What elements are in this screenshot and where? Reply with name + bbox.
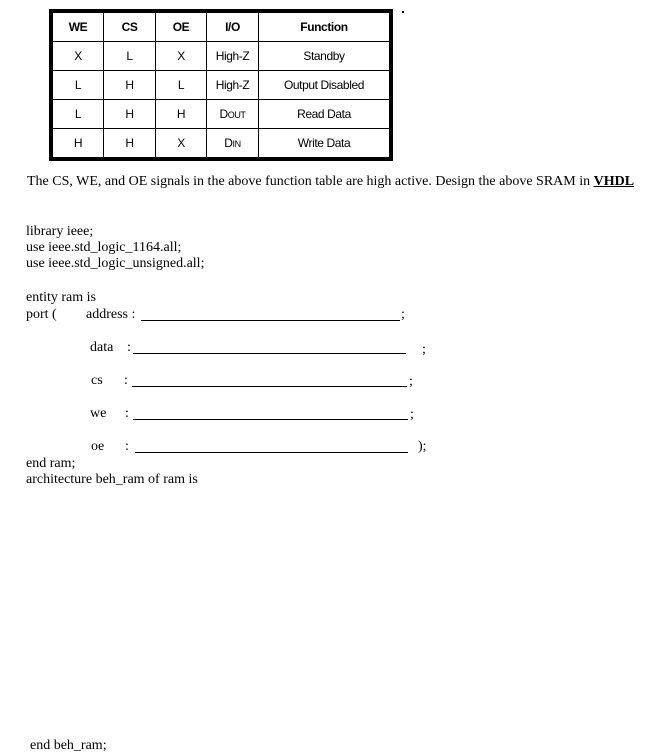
port-we-label: we: [90, 406, 107, 421]
table-row: [53, 42, 390, 71]
cell-function: Read Data: [259, 100, 390, 129]
port-address-semicolon: ;: [401, 307, 405, 322]
port-we-colon: :: [125, 406, 129, 421]
table-row: [53, 129, 390, 158]
cell-function: Write Data: [259, 129, 390, 158]
port-cs-colon: :: [124, 373, 128, 388]
port-oe-blank[interactable]: [135, 440, 408, 458]
code-port-keyword: port (: [26, 307, 57, 322]
code-end-entity: end ram;: [26, 456, 76, 471]
header-function: Function: [259, 13, 390, 42]
port-oe-label: oe: [91, 439, 105, 454]
cell-cs: H: [104, 100, 156, 129]
port-oe-colon: :: [125, 439, 129, 454]
table-row: [53, 71, 390, 100]
cell-oe: X: [156, 42, 207, 71]
instruction-vhdl: VHDL: [593, 174, 635, 189]
io-value: High-Z: [215, 78, 250, 92]
port-data-label: data: [90, 340, 114, 355]
header-cs: CS: [104, 13, 156, 42]
port-data-colon: :: [127, 340, 131, 355]
port-cs-semicolon: ;: [409, 374, 413, 389]
table-header-row: [53, 13, 390, 42]
cell-io: [207, 71, 259, 100]
instruction-text: [27, 174, 634, 190]
header-io: I/O: [207, 13, 259, 42]
cell-we: L: [53, 71, 104, 100]
port-data-semicolon: ;: [422, 342, 426, 357]
io-value: D: [224, 136, 233, 150]
io-value: D: [219, 107, 228, 121]
port-address-blank[interactable]: [141, 308, 400, 326]
port-cs-blank[interactable]: [132, 374, 407, 392]
header-we: WE: [53, 13, 104, 42]
cell-we: X: [53, 42, 104, 71]
cell-function: Standby: [259, 42, 390, 71]
port-oe-close: );: [418, 439, 427, 454]
port-cs-label: cs: [91, 373, 103, 388]
cell-cs: L: [104, 42, 156, 71]
cell-oe: H: [156, 100, 207, 129]
port-address-label: address :: [86, 307, 136, 322]
cell-cs: H: [104, 129, 156, 158]
cell-io: [207, 42, 259, 71]
code-use-unsigned: use ieee.std_logic_unsigned.all;: [26, 256, 205, 271]
cell-io: [207, 100, 259, 129]
cell-we: L: [53, 100, 104, 129]
function-table-frame: [49, 9, 393, 161]
cell-oe: X: [156, 129, 207, 158]
function-table: [52, 12, 390, 158]
stray-dot: [402, 11, 404, 13]
instruction-body: The CS, WE, and OE signals in the above function table are high active. Design the above SRAM in: [27, 174, 594, 189]
table-row: [53, 100, 390, 129]
code-use-1164: use ieee.std_logic_1164.all;: [26, 240, 182, 255]
port-we-blank[interactable]: [133, 407, 408, 425]
port-we-semicolon: ;: [410, 407, 414, 422]
code-library: library ieee;: [26, 224, 94, 239]
code-end-architecture: end beh_ram;: [30, 738, 107, 753]
code-architecture: architecture beh_ram of ram is: [26, 472, 198, 487]
cell-function: Output Disabled: [259, 71, 390, 100]
cell-cs: H: [104, 71, 156, 100]
code-entity: entity ram is: [26, 290, 96, 305]
header-oe: OE: [156, 13, 207, 42]
port-data-blank[interactable]: [133, 341, 406, 359]
cell-we: H: [53, 129, 104, 158]
cell-oe: L: [156, 71, 207, 100]
io-subscript: OUT: [227, 110, 246, 120]
io-subscript: IN: [232, 139, 241, 149]
io-value: High-Z: [215, 49, 250, 63]
cell-io: [207, 129, 259, 158]
